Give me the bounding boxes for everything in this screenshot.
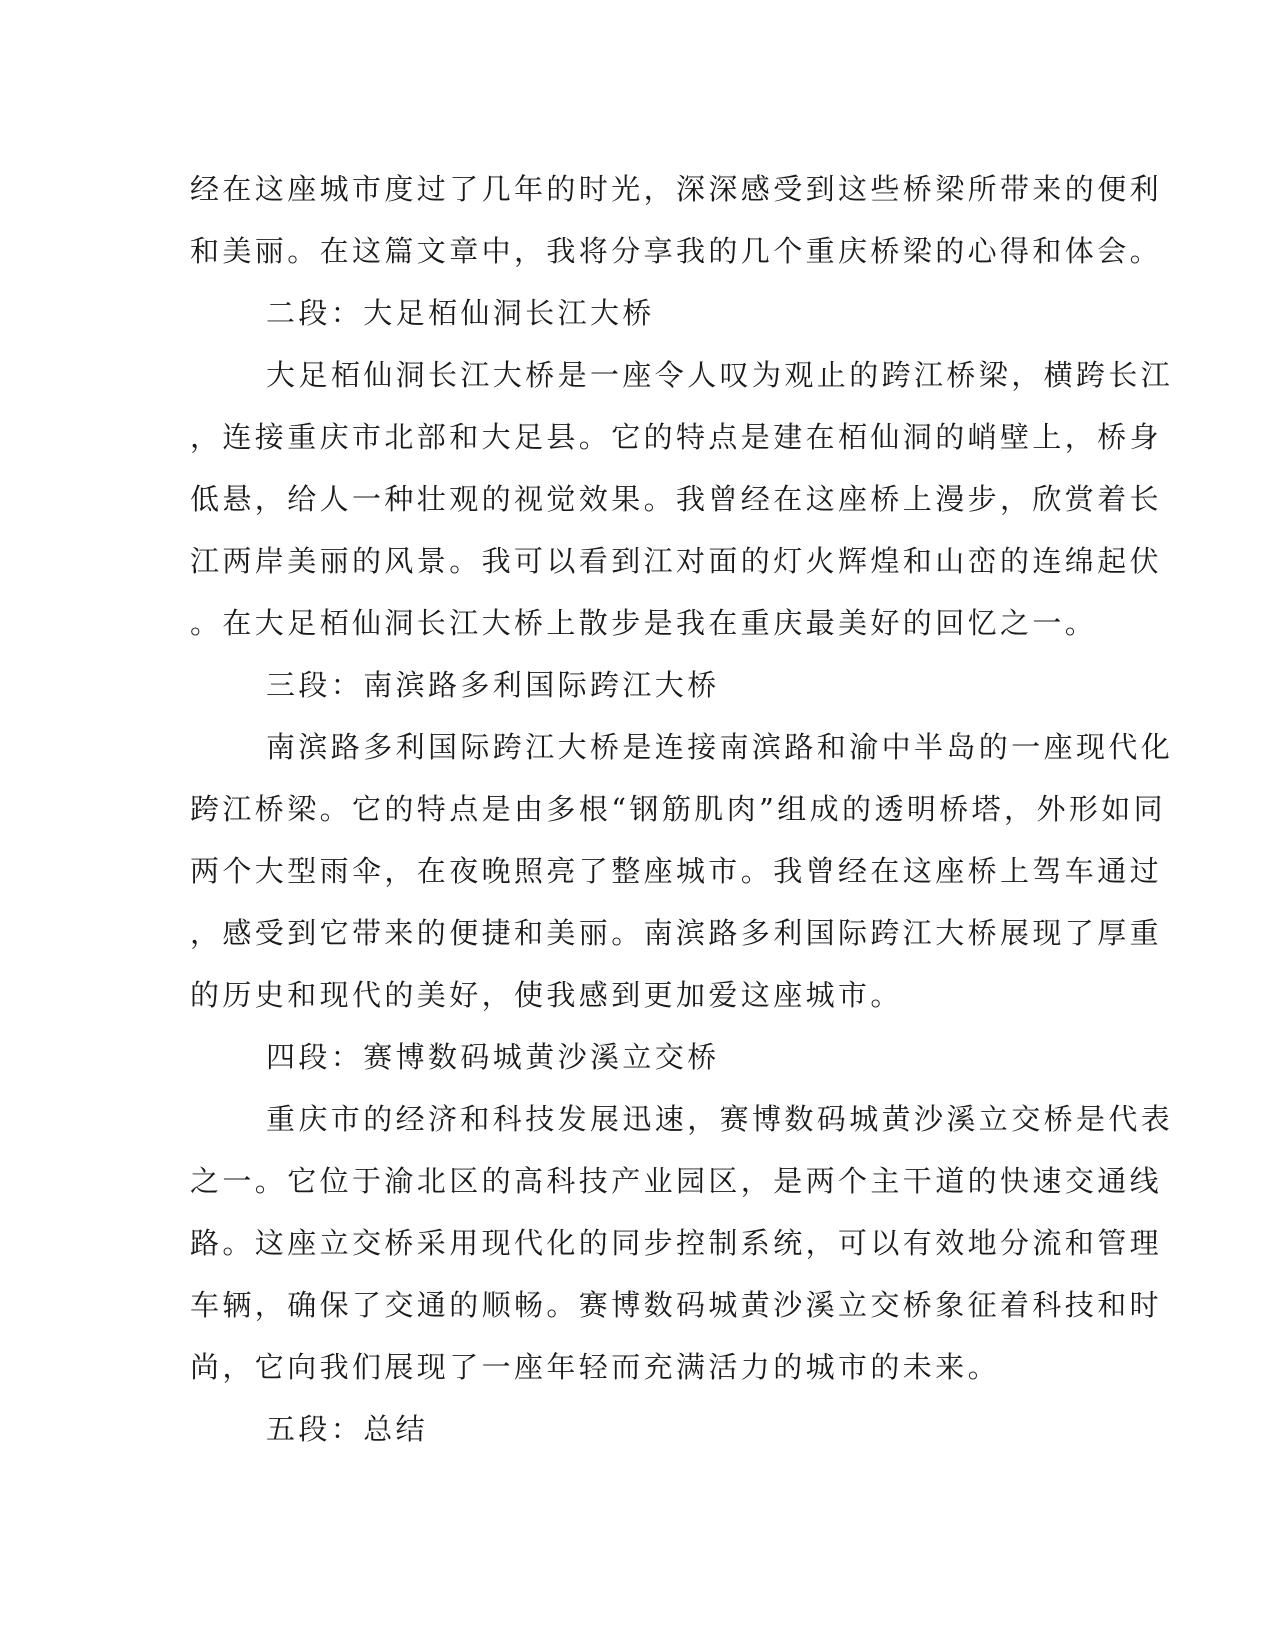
section-heading: 二段：大足栢仙洞长江大桥	[266, 296, 655, 330]
document-body	[190, 158, 1174, 1460]
text-line: 大足栢仙洞长江大桥是一座令人叹为观止的跨江桥梁，横跨长江	[266, 358, 1174, 392]
text-line: 车辆，确保了交通的顺畅。赛博数码城黄沙溪立交桥象征着科技和时	[190, 1288, 1163, 1322]
text-line: 重庆市的经济和科技发展迅速，赛博数码城黄沙溪立交桥是代表	[266, 1102, 1174, 1136]
text-line: 。在大足栢仙洞长江大桥上散步是我在重庆最美好的回忆之一。	[190, 606, 1098, 640]
paragraph-3	[190, 716, 1174, 1026]
text-line: 跨江桥梁。它的特点是由多根“钢筋肌肉”组成的透明桥塔，外形如同	[190, 792, 1167, 826]
paragraph-2	[190, 344, 1174, 654]
text-line: 江两岸美丽的风景。我可以看到江对面的灯火辉煌和山峦的连绵起伏	[190, 544, 1163, 578]
text-line: ，感受到它带来的便捷和美丽。南滨路多利国际跨江大桥展现了厚重	[190, 916, 1163, 950]
paragraph-intro-continuation	[190, 158, 1163, 282]
text-line: 低悬，给人一种壮观的视觉效果。我曾经在这座桥上漫步，欣赏着长	[190, 482, 1163, 516]
section-heading-2	[190, 282, 1090, 344]
text-line: 两个大型雨伞，在夜晚照亮了整座城市。我曾经在这座桥上驾车通过	[190, 854, 1163, 888]
section-heading: 五段：总结	[266, 1412, 429, 1446]
section-heading: 三段：南滨路多利国际跨江大桥	[266, 668, 720, 702]
text-line: 之一。它位于渝北区的高科技产业园区，是两个主干道的快速交通线	[190, 1164, 1163, 1198]
section-heading-3	[190, 654, 1090, 716]
text-line: 路。这座立交桥采用现代化的同步控制系统，可以有效地分流和管理	[190, 1226, 1163, 1260]
text-line: 经在这座城市度过了几年的时光，深深感受到这些桥梁所带来的便利	[190, 172, 1163, 206]
text-line: 的历史和现代的美好，使我感到更加爱这座城市。	[190, 978, 903, 1012]
paragraph-4	[190, 1088, 1174, 1398]
section-heading: 四段：赛博数码城黄沙溪立交桥	[266, 1040, 720, 1074]
text-line: ，连接重庆市北部和大足县。它的特点是建在栢仙洞的峭壁上，桥身	[190, 420, 1163, 454]
text-line: 南滨路多利国际跨江大桥是连接南滨路和渝中半岛的一座现代化	[266, 730, 1174, 764]
section-heading-5	[190, 1398, 1090, 1460]
text-line: 尚，它向我们展现了一座年轻而充满活力的城市的未来。	[190, 1350, 1001, 1384]
section-heading-4	[190, 1026, 1090, 1088]
text-line: 和美丽。在这篇文章中，我将分享我的几个重庆桥梁的心得和体会。	[190, 234, 1163, 268]
